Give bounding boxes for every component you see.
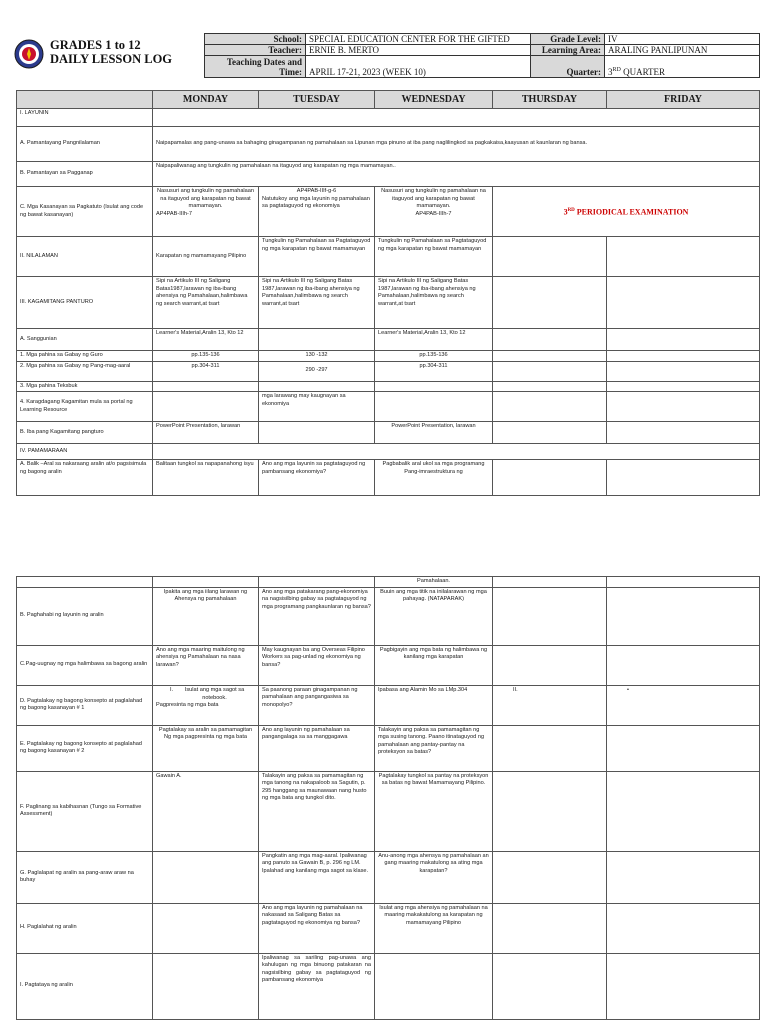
grade-value: IV: [605, 34, 760, 45]
kasanayan-monday: [153, 187, 259, 237]
row-label-magaaral: 2. Mga pahina sa Gabay ng Pang-mag-aaral: [17, 361, 153, 381]
empty-cell: [17, 577, 153, 588]
empty-cell: [607, 771, 760, 851]
row-label-pangnilalaman: A. Pamantayang Pangnilalaman: [17, 127, 153, 162]
empty-cell: [493, 577, 607, 588]
empty-cell: [607, 237, 760, 277]
quarter-label: Quarter:: [531, 56, 605, 78]
row-label-teksbuk: 3. Mga pahina Teksbuk: [17, 381, 153, 392]
row-label-paglalahat: H. Paglalahat ng aralin: [17, 903, 153, 953]
magaaral-tuesday: 290 -297: [259, 361, 375, 381]
empty-cell: [493, 460, 607, 496]
teacher-label: Teacher:: [205, 45, 306, 56]
kasanayan-monday-code: AP4PAB-IIIh-7: [156, 210, 192, 217]
lesson-log-table-page2: [16, 576, 760, 1020]
empty-cell: [607, 725, 760, 771]
row-label-karagdagang: 4. Karagdagang Kagamitan mula sa portal ng Learning Resource: [17, 392, 153, 422]
empty-cell: [153, 381, 259, 392]
row-label-paglinang: F. Paglinang sa kabihasnan (Tungo sa Formative Assessment): [17, 771, 153, 851]
continuation-wednesday: Pamahalaan.: [375, 577, 493, 588]
empty-cell: [153, 577, 259, 588]
paguugnay-tuesday: May kaugnayan ba ang Overseas Filipino Workers sa pag-unlad ng ekonomiya ng bansa?: [259, 645, 375, 685]
pagtalakay2-tuesday: Ano ang layunin ng pamahalaan sa pangangalaga sa sa manggagawa: [259, 725, 375, 771]
day-header-thursday: THURSDAY: [493, 91, 607, 109]
grade-label: Grade Level:: [531, 34, 605, 45]
row-label-kagamitan: III. KAGAMITANG PANTURO: [17, 277, 153, 329]
kasanayan-wednesday: [375, 187, 493, 237]
empty-cell: [153, 953, 259, 1019]
guro-monday: pp.135-136: [153, 351, 259, 362]
pagtataya-tuesday: Ipaliwanag sa sariling pag-unawa ang kahulugan ng mga binuong patakaran na nagsisilbing gabay sa pagtataguyod ng pambansang ekonomiya: [259, 953, 375, 1019]
magaaral-wednesday: pp.304-311: [375, 361, 493, 381]
pagtalakay1-wednesday: Ipabasa ang Alamin Mo sa LMp.304: [375, 685, 493, 725]
empty-cell: [607, 392, 760, 422]
pagtalakay1-monday: [153, 685, 259, 725]
kasanayan-tuesday-text: Natutukoy ang mga layunin ng pamahalaan sa pagtataguyod ng ekonomiya: [262, 195, 370, 209]
paguugnay-wednesday: Pagbigayin ang mga bata ng halimbawa ng kanilang mga karapatan: [375, 645, 493, 685]
empty-cell: [607, 577, 760, 588]
kasanayan-tuesday-code: AP4PAB-IIIf-g-6: [296, 188, 337, 194]
area-label: Learning Area:: [531, 45, 605, 56]
periodical-exam-note: 3RD PERIODICAL EXAMINATION: [493, 187, 760, 237]
paglinang-tuesday: Talakayin ang paksa sa pamamagitan ng mga tanong na nakapaloob sa Sagutin, p. 295 hanggang sa maunawaan nang husto ng mga bata ang tungkol dito.: [259, 771, 375, 851]
row-label-kasanayan: C. Mga Kasanayan sa Pagkatuto (Isulat ang code ng bawat kasanayan): [17, 187, 153, 237]
row-label-paglalapat: G. Paglalapat ng aralin sa pang-araw araw na buhay: [17, 851, 153, 903]
empty-cell: [493, 381, 607, 392]
section-pamamaraan: IV. PAMAMARAAN: [17, 444, 153, 460]
paglalapat-tuesday: Pangkatin ang mga mag-aaral. Ipaliwanag ang panuto sa Gawain B, p. 296 ng LM. Ipalahad ang kanilang mga sagot sa klase.: [259, 851, 375, 903]
empty-cell: [259, 577, 375, 588]
paglalahat-tuesday: Ano ang mga layunin ng pamahalaan na nakasaad sa Saligang Batas sa pagtataguyod ng ekonomiya ng bansa?: [259, 903, 375, 953]
empty-cell: [607, 361, 760, 381]
day-header-monday: MONDAY: [153, 91, 259, 109]
empty-cell: [607, 329, 760, 351]
document-title: [50, 38, 172, 66]
empty-cell: [153, 109, 760, 127]
title-line-1: GRADES 1 to 12: [50, 38, 141, 52]
paglinang-wednesday: Pagtalakay tungkol sa pantay na proteksyon sa batas ng bawat Mamamayang Pilipino.: [375, 771, 493, 851]
empty-cell: [493, 851, 607, 903]
section-layunin: I. LAYUNIN: [17, 109, 153, 127]
row-label-balik: A. Balik –Aral sa nakaraang aralin at/o pagsisimula ng bagong aralin: [17, 460, 153, 496]
pagtalakay1-monday-numeral: I.: [170, 686, 174, 693]
row-label-iba: B. Iba pang Kagamitang pangturo: [17, 422, 153, 444]
empty-cell: [607, 587, 760, 645]
empty-cell: [607, 645, 760, 685]
lesson-log-table-page1: [16, 90, 760, 496]
dates-value: APRIL 17-21, 2023 (WEEK 10): [306, 56, 531, 78]
empty-cell: [493, 361, 607, 381]
empty-cell: [607, 460, 760, 496]
empty-cell: [607, 903, 760, 953]
empty-cell: [493, 953, 607, 1019]
empty-cell: [607, 953, 760, 1019]
empty-cell: [259, 329, 375, 351]
balik-wednesday: Pagbabalik aral ukol sa mga programang Pang-imraestruktura ng: [375, 460, 493, 496]
paglinang-monday: Gawain A.: [153, 771, 259, 851]
empty-cell: [607, 351, 760, 362]
empty-cell: [259, 381, 375, 392]
title-line-2: DAILY LESSON LOG: [50, 52, 173, 66]
empty-cell: [493, 351, 607, 362]
day-header-tuesday: TUESDAY: [259, 91, 375, 109]
corner-header: [17, 91, 153, 109]
empty-cell: [493, 392, 607, 422]
row-label-paguugnay: C.Pag-uugnay ng mga halimbawa sa bagong aralin: [17, 645, 153, 685]
kasanayan-tuesday: [259, 187, 375, 237]
balik-tuesday: Ano ang mga layunin sa pagtataguyod ng pambansang ekonomiya?: [259, 460, 375, 496]
quarter-value: 3RD QUARTER: [605, 56, 760, 78]
sanggunian-wednesday: Learner's Material,Aralin 13, Kto 12: [375, 329, 493, 351]
row-label-pagtalakay2: E. Pagtalakay ng bagong konsepto at paglalahad ng bagong kasanayan # 2: [17, 725, 153, 771]
row-label-pagtalakay1: D. Pagtalakay ng bagong konsepto at paglalahad ng bagong kasanayan # 1: [17, 685, 153, 725]
dates-label-1: Teaching Dates and: [226, 56, 302, 67]
dates-label-2: Time:: [279, 66, 302, 77]
empty-cell: [153, 851, 259, 903]
empty-cell: [375, 953, 493, 1019]
kasanayan-monday-text: Nasusuri ang tungkulin ng pamahalaan na itaguyod ang karapatan ng bawat mamamayan.: [156, 188, 255, 209]
nilalaman-wednesday: Tungkulin ng Pamahalaan sa Pagtataguyod ng mga karapatan ng bawat mamamayan: [375, 237, 493, 277]
paghahabi-wednesday: Buuin ang mga titik na inilalarawan ng mga pahayag. (NATAPARAK): [375, 587, 493, 645]
empty-cell: [375, 392, 493, 422]
empty-cell: [259, 422, 375, 444]
empty-cell: [493, 903, 607, 953]
paguugnay-monday: Ano ang mga maaring maitulong ng ahensiya ng Pamahalaan na nasa larawan?: [153, 645, 259, 685]
school-label: School:: [205, 34, 306, 45]
paghahabi-tuesday: Ano ang mga patakarang pang-ekonomiya na nagsisilbing gabay sa pagtataguyod ng mga programang pangkaunlaran ng bansa?: [259, 587, 375, 645]
pagtalakay2-monday: Pagtalakay sa aralin sa pamamagitan Ng mga pagpresinta ng mga bata: [153, 725, 259, 771]
empty-cell: [493, 725, 607, 771]
kasanayan-wednesday-code: AP4PAB-IIIh-7: [415, 210, 452, 217]
nilalaman-tuesday: Tungkulin ng Pamahalaan sa Pagtataguyod ng mga karapatan ng bawat mamamayan: [259, 237, 375, 277]
empty-cell: [607, 277, 760, 329]
row-label-pagganap: B. Pamantayan sa Pagganap: [17, 162, 153, 187]
row-label-pagtataya: I. Pagtataya ng aralin: [17, 953, 153, 1019]
area-value: ARALING PANLIPUNAN: [605, 45, 760, 56]
paglalapat-wednesday: Anu-anong mga ahensya ng pamahalaan an gang maaring makatulong sa ating mga karapatan?: [375, 851, 493, 903]
nilalaman-monday: Karapatan ng mamamayang Pilipino: [153, 237, 259, 277]
empty-cell: [607, 422, 760, 444]
pagtalakay1-tuesday: Sa paanong paraan ginagampanan ng pamahalaan ang pangangasiwa sa monopolyo?: [259, 685, 375, 725]
pangnilalaman-text: Naipapamalas ang pang-unawa sa bahaging ginagampanan ng pamahalaan sa Lipunan mga pinuno at iba pang naglilingkod sa pagkakaisa,kaayusan at kaunlaran ng bansa.: [153, 127, 760, 162]
paglalahat-wednesday: Isulat ang mga ahensiya ng pamahalaan na maaring makakatulong sa karapatan ng mamamayang Pilipino: [375, 903, 493, 953]
school-value: SPECIAL EDUCATION CENTER FOR THE GIFTED: [306, 34, 531, 45]
iba-monday: PowerPoint Presentation, larawan: [153, 422, 259, 444]
guro-tuesday: 130 -132: [259, 351, 375, 362]
pagganap-text: Naipapaliwanag ang tungkulin ng pamahalaan na itaguyod ang karapatan ng mga mamamayan..: [153, 162, 760, 187]
empty-cell: [493, 277, 607, 329]
empty-cell: [493, 237, 607, 277]
kagamitan-monday: Sipi na Artikulo III ng Saligang Batas1987,larawan ng iba-ibang ahensiya ng Pamahalaan,halimbawa ng search warrant,at tsart: [153, 277, 259, 329]
day-header-friday: FRIDAY: [607, 91, 760, 109]
row-label-guro: 1. Mga pahina sa Gabay ng Guro: [17, 351, 153, 362]
empty-cell: [493, 422, 607, 444]
empty-cell: [493, 329, 607, 351]
empty-cell: [375, 381, 493, 392]
empty-cell: [153, 392, 259, 422]
empty-cell: [153, 444, 760, 460]
kagamitan-wednesday: Sipi na Artikulo III ng Saligang Batas 1987,larawan ng iba-ibang ahensiya ng Pamahalaan,halimbawa ng search warrant,at tsart: [375, 277, 493, 329]
row-label-nilalaman: II. NILALAMAN: [17, 237, 153, 277]
balik-monday: Balitaan tungkol sa napapanahong isyu: [153, 460, 259, 496]
kasanayan-wednesday-text: Nasusuri ang tungkulin ng pamahalaan na itaguyod ang karapatan ng bawat mamamayan.: [381, 188, 486, 209]
sanggunian-monday: Learner's Material,Aralin 13, Kto 12: [153, 329, 259, 351]
pagtalakay1-friday: •: [607, 685, 760, 725]
row-label-sanggunian: A. Sanggunian: [17, 329, 153, 351]
magaaral-monday: pp.304-311: [153, 361, 259, 381]
paghahabi-monday: Ipakita ang mga iilang larawan ng Ahensya ng pamahalaan: [153, 587, 259, 645]
empty-cell: [493, 771, 607, 851]
row-label-paghahabi: B. Paghahabi ng layunin ng aralin: [17, 587, 153, 645]
empty-cell: [493, 587, 607, 645]
teacher-value: ERNIE B. MERTO: [306, 45, 531, 56]
pagtalakay1-thursday: II.: [493, 685, 607, 725]
header-info-table: [204, 33, 760, 78]
day-header-wednesday: WEDNESDAY: [375, 91, 493, 109]
guro-wednesday: pp.135-136: [375, 351, 493, 362]
empty-cell: [153, 903, 259, 953]
empty-cell: [607, 381, 760, 392]
pagtalakay1-monday-presentation: Pagpresinta ng mga bata: [156, 702, 219, 708]
dates-label: [205, 56, 306, 78]
pagtalakay2-wednesday: Talakayin ang paksa sa pamamagitan ng mga susing tanong. Paano itinataguyod ng pamahalaan ang pantay-pantay na proteksyon sa batas?: [375, 725, 493, 771]
iba-wednesday: PowerPoint Presentation, larawan: [375, 422, 493, 444]
deped-seal-logo: [14, 34, 44, 74]
empty-cell: [493, 645, 607, 685]
kagamitan-tuesday: Sipi na Artikulo III ng Saligang Batas 1987,larawan ng iba-ibang ahensiya ng Pamahalaan,halimbawa ng search warrant,at tsart: [259, 277, 375, 329]
karagdagang-tuesday: mga larawang may kaugnayan sa ekonomiya: [259, 392, 375, 422]
pagtalakay1-monday-instruction: Isulat ang mga sagot sa notebook.: [184, 687, 245, 701]
empty-cell: [607, 851, 760, 903]
